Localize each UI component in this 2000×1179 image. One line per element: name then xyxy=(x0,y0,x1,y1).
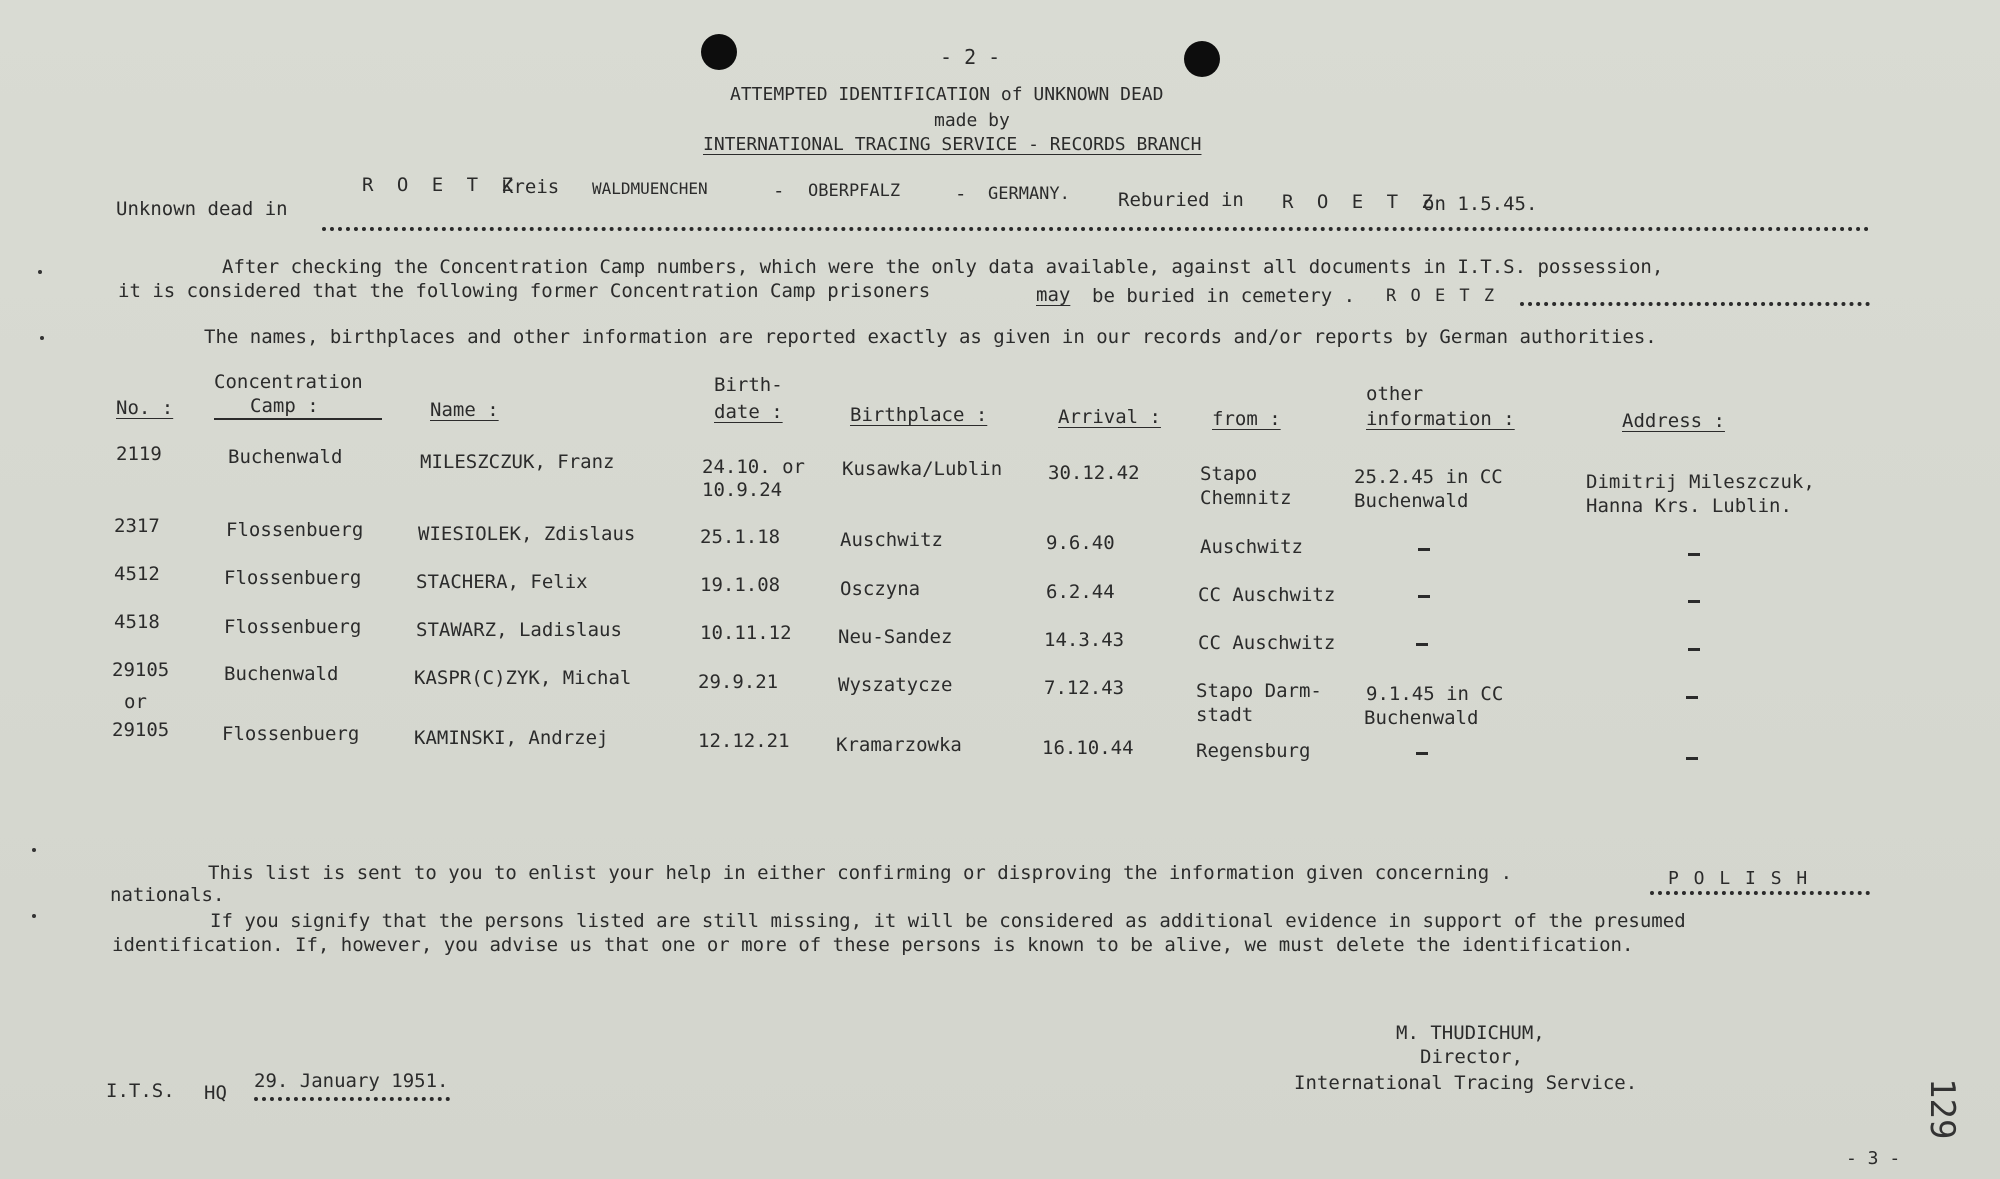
row2-arrival: 9.6.40 xyxy=(1046,532,1115,554)
cemetery-dotted-line xyxy=(1520,302,1870,306)
row4-arrival: 14.3.43 xyxy=(1044,629,1125,651)
reburied-town: R O E T Z xyxy=(1282,191,1439,213)
row4-name: STAWARZ, Ladislaus xyxy=(416,619,622,641)
row6-birthdate: 12.12.21 xyxy=(698,730,790,752)
closing-p2-line1: If you signify that the persons listed are still missing, it will be considered as additional evidence in support of the presumed xyxy=(210,910,1686,932)
row3-other-dash xyxy=(1418,595,1430,598)
margin-mark-2 xyxy=(40,336,44,340)
page-number: - 2 - xyxy=(940,45,1001,69)
reburied-label: Reburied in xyxy=(1118,189,1244,211)
row3-address-dash xyxy=(1688,600,1700,603)
header-address: Address : xyxy=(1622,410,1725,432)
closing-p1-line1: This list is sent to you to enlist your help in either confirming or disproving the information given concerning . xyxy=(208,862,1513,884)
row3-name: STACHERA, Felix xyxy=(416,571,588,593)
row1-address-2: Hanna Krs. Lublin. xyxy=(1586,495,1792,517)
intro-may: may xyxy=(1036,284,1071,306)
row5-no-or: or xyxy=(124,691,147,713)
closing-p2-line2: identification. If, however, you advise us that one or more of these persons is known to be alive, we must delete the identification. xyxy=(112,934,1634,956)
row6-from: Regensburg xyxy=(1196,740,1311,762)
archive-stamp-number: 129 xyxy=(1922,1078,1962,1140)
row1-camp: Buchenwald xyxy=(228,446,343,468)
row5-name: KASPR(C)ZYK, Michal xyxy=(414,667,632,689)
row4-camp: Flossenbuerg xyxy=(224,616,362,638)
header-camp-underline xyxy=(214,418,382,420)
row3-birthdate: 19.1.08 xyxy=(700,574,781,596)
unknown-dead-label: Unknown dead in xyxy=(116,198,288,220)
intro-line-2-end: be buried in cemetery . xyxy=(1092,285,1356,307)
header-name: Name : xyxy=(430,399,499,421)
header-birthplace: Birthplace : xyxy=(850,404,988,426)
dotted-fill-line xyxy=(322,227,1870,231)
closing-nationality: P O L I S H xyxy=(1668,868,1810,889)
intro-line-3: The names, birthplaces and other information are reported exactly as given in our records and/or reports by German authorities. xyxy=(204,326,1657,348)
row2-birthplace: Auschwitz xyxy=(840,529,943,551)
header-camp-line2: Camp : xyxy=(250,395,319,417)
row1-birthdate-1: 24.10. or xyxy=(702,456,805,478)
row3-camp: Flossenbuerg xyxy=(224,567,362,589)
row5-address-dash xyxy=(1686,696,1698,699)
row4-birthplace: Neu-Sandez xyxy=(838,626,953,648)
row5-birthdate: 29.9.21 xyxy=(698,671,779,693)
punch-hole-right xyxy=(1184,41,1220,77)
punch-hole-left xyxy=(701,34,737,70)
row5-birthplace: Wyszatycze xyxy=(838,674,953,696)
next-page-number: - 3 - xyxy=(1846,1148,1901,1169)
closing-p1-line2: nationals. xyxy=(110,884,225,906)
row4-no: 4518 xyxy=(114,611,160,633)
signer-name: M. THUDICHUM, xyxy=(1396,1022,1545,1044)
row2-no: 2317 xyxy=(114,515,160,537)
row1-name: MILESZCZUK, Franz xyxy=(420,451,615,473)
margin-mark-1 xyxy=(38,270,42,274)
footer-hq-label: HQ xyxy=(204,1082,227,1104)
row2-address-dash xyxy=(1688,553,1700,556)
header-birth-line1: Birth- xyxy=(714,374,783,396)
row4-address-dash xyxy=(1688,648,1700,651)
row1-arrival: 30.12.42 xyxy=(1048,462,1140,484)
header-other-line2: information : xyxy=(1366,408,1515,430)
header-no: No. : xyxy=(116,397,174,419)
row5-no: 29105 xyxy=(112,659,170,681)
intro-line-2: it is considered that the following former Concentration Camp prisoners xyxy=(118,280,931,302)
document-title: ATTEMPTED IDENTIFICATION of UNKNOWN DEAD xyxy=(730,84,1164,105)
row1-from-2: Chemnitz xyxy=(1200,487,1292,509)
row1-other-1: 25.2.45 in CC xyxy=(1354,466,1503,488)
row6-camp: Flossenbuerg xyxy=(222,723,360,745)
header-other-line1: other xyxy=(1366,383,1424,405)
row1-birthdate-2: 10.9.24 xyxy=(702,479,783,501)
region-name: OBERPFALZ xyxy=(808,181,901,201)
header-arrival: Arrival : xyxy=(1058,406,1161,428)
row2-other-dash xyxy=(1418,548,1430,551)
row5-from-1: Stapo Darm- xyxy=(1196,680,1322,702)
separator-1: - xyxy=(773,180,785,202)
row5-camp: Buchenwald xyxy=(224,663,339,685)
date-dotted-line xyxy=(254,1097,450,1101)
row1-address-1: Dimitrij Mileszczuk, xyxy=(1586,471,1815,493)
row1-birthplace: Kusawka/Lublin xyxy=(842,458,1003,480)
row1-other-2: Buchenwald xyxy=(1354,490,1469,512)
footer-its-label: I.T.S. xyxy=(106,1080,175,1102)
margin-mark-4 xyxy=(32,914,36,918)
intro-line-1: After checking the Concentration Camp numbers, which were the only data available, against all documents in I.T.S. possession, xyxy=(222,256,1664,278)
row3-no: 4512 xyxy=(114,563,160,585)
row2-from: Auschwitz xyxy=(1200,536,1303,558)
margin-mark-3 xyxy=(32,848,36,852)
row6-no: 29105 xyxy=(112,719,170,741)
row4-birthdate: 10.11.12 xyxy=(700,622,792,644)
document-issuer: INTERNATIONAL TRACING SERVICE - RECORDS BRANCH xyxy=(703,134,1202,155)
reburied-date: on 1.5.45. xyxy=(1423,193,1538,215)
row3-birthplace: Osczyna xyxy=(840,578,921,600)
row2-camp: Flossenbuerg xyxy=(226,519,364,541)
row4-from: CC Auschwitz xyxy=(1198,632,1336,654)
row4-other-dash xyxy=(1416,643,1428,646)
row5-other-2: Buchenwald xyxy=(1364,707,1479,729)
row2-birthdate: 25.1.18 xyxy=(700,526,781,548)
unknown-dead-town: R O E T Z xyxy=(362,174,519,196)
row5-arrival: 7.12.43 xyxy=(1044,677,1125,699)
kreis-label: Kreis xyxy=(502,176,560,198)
row2-name: WIESIOLEK, Zdislaus xyxy=(418,523,636,545)
row3-arrival: 6.2.44 xyxy=(1046,581,1115,603)
country-name: GERMANY. xyxy=(988,184,1070,204)
row6-address-dash xyxy=(1686,757,1698,760)
row6-other-dash xyxy=(1416,752,1428,755)
signer-organization: International Tracing Service. xyxy=(1294,1072,1638,1094)
cemetery-name: R O E T Z xyxy=(1386,286,1497,306)
separator-2: - xyxy=(955,183,967,205)
header-from: from : xyxy=(1212,408,1281,430)
row1-no: 2119 xyxy=(116,443,162,465)
signer-title: Director, xyxy=(1420,1046,1523,1068)
document-subtitle: made by xyxy=(934,110,1010,131)
footer-date: 29. January 1951. xyxy=(254,1070,449,1092)
row5-from-2: stadt xyxy=(1196,704,1254,726)
row3-from: CC Auschwitz xyxy=(1198,584,1336,606)
header-birth-line2: date : xyxy=(714,401,783,423)
header-camp-line1: Concentration xyxy=(214,371,363,393)
row6-arrival: 16.10.44 xyxy=(1042,737,1134,759)
kreis-name: WALDMUENCHEN xyxy=(592,179,708,198)
row5-other-1: 9.1.45 in CC xyxy=(1366,683,1504,705)
row6-birthplace: Kramarzowka xyxy=(836,734,962,756)
row1-from-1: Stapo xyxy=(1200,463,1258,485)
row6-name: KAMINSKI, Andrzej xyxy=(414,727,609,749)
nationality-dotted-line xyxy=(1650,891,1870,895)
